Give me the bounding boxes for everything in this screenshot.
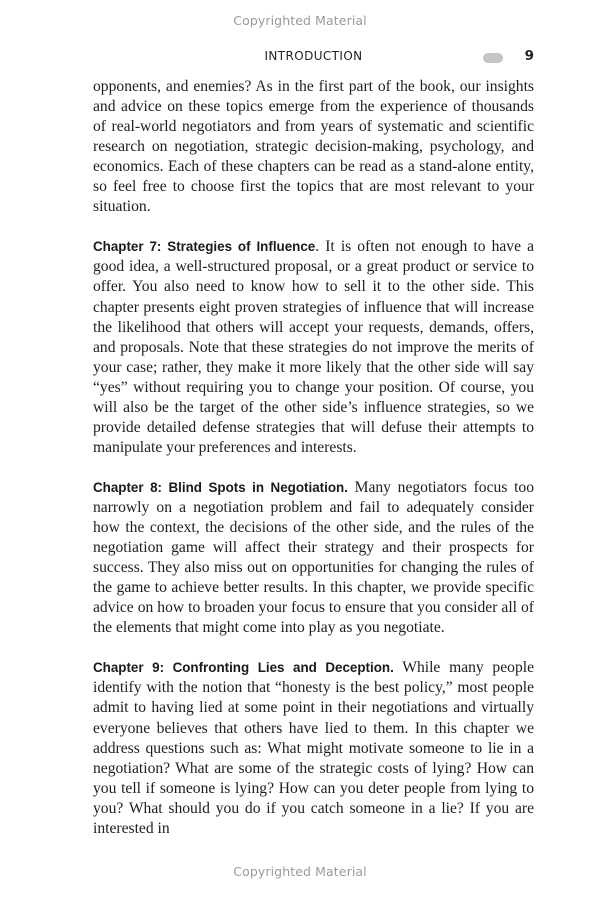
copyright-watermark-bottom: Copyrighted Material — [233, 864, 367, 879]
chapter-8-summary — [93, 478, 534, 638]
paragraph-text: . It is often not enough to have a good idea, a well-structured proposal, or a great product or service to offer. You also need to know how to sell it to the other side. This chapter presents eight proven strategies of influence that will increase the likelihood that others will accept your requests, demands, offers, and proposals. Note that these strategies do not improve the merits of your case; rather, they make it more likely that the other side will say “yes” without requiring you to change your position. Of course, you will also be the target of the other side’s influence strategies, so we provide detailed defense strategies that will defuse their attempts to manipulate your preferences and interests. — [93, 238, 534, 456]
running-header — [93, 48, 534, 68]
running-title: INTRODUCTION — [264, 49, 363, 63]
copyright-watermark-top: Copyrighted Material — [233, 13, 367, 28]
chapter-7-summary — [93, 237, 534, 458]
paragraph-text: Many negotiators focus too narrowly on a negotiation problem and fail to adequately consider how the context, the decisions of the other side, and the rules of the negotiation game will affect their strategy and their prospects for success. They also miss out on opportunities for changing the rules of the game to achieve better results. In this chapter, we provide specific advice on how to broaden your focus to ensure that you consider all of the elements that might come into play as you negotiate. — [93, 478, 534, 637]
page-dot-ornament — [483, 53, 503, 63]
paragraph-text: opponents, and enemies? As in the first part of the book, our insights and advice on these topics emerge from the experience of thousands of real-world negotiators and from years of systematic and scientific research on negotiation, strategic decision-making, psychology, and economics. Each of these chapters can be read as a stand-alone entity, so feel free to choose first the topics that are most relevant to your situation. — [93, 78, 534, 216]
chapter-9-heading: Chapter 9: Confronting Lies and Deception. — [93, 660, 394, 676]
paragraph-text: While many people identify with the notion that “honesty is the best policy,” most people admit to having lied at some point in their negotiations and virtually everyone believes that others have lied to them. In this chapter we address questions such as: What might motivate someone to lie in a negotiation? What are some of the strategic costs of lying? How can you tell if someone is lying? How can you deter people from lying to you? What should you do if you catch someone in a lie? If you are interested in — [93, 659, 534, 837]
intro-paragraph — [93, 77, 534, 217]
chapter-9-summary — [93, 658, 534, 838]
body-text — [93, 77, 534, 839]
chapter-7-heading: Chapter 7: Strategies of Influence — [93, 239, 316, 255]
page-number: 9 — [524, 48, 534, 64]
chapter-8-heading: Chapter 8: Blind Spots in Negotiation. — [93, 479, 348, 495]
